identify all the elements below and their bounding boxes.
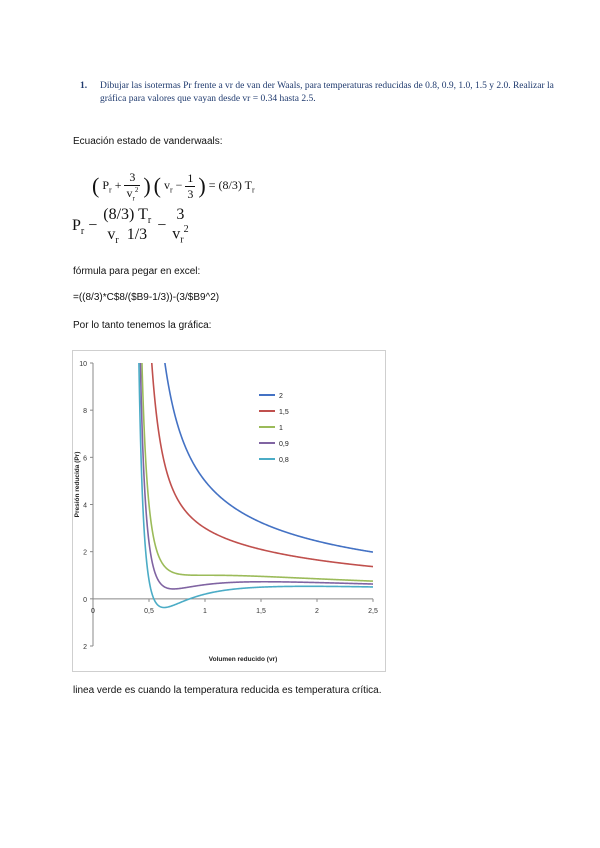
eq1-rparen: ): [143, 173, 151, 199]
eq1-v2: v: [163, 177, 170, 192]
eq1-frac2: [185, 171, 195, 202]
eq1-t-sub: r: [251, 185, 255, 195]
problem-text: Dibujar las isotermas Pr frente a vr de van der Waals, para temperaturas reducidas de 0.8, 0.9, 1.0, 1.5 y 2.0. Realizar la gráfica para valores que vayan desde vr = 0.34 hasta 2.5.: [100, 81, 554, 104]
excel-label: fórmula para pegar en excel:: [73, 266, 201, 277]
y-tick-label: 0: [83, 596, 87, 604]
eq2-v2-sq: 2: [183, 224, 189, 236]
vanderwaals-equation-2: [72, 206, 191, 246]
heading-vanderwaals: Ecuación estado de vanderwaals:: [73, 136, 223, 147]
eq2-v2: v: [172, 225, 181, 243]
eq1-lparen: (: [92, 173, 100, 199]
eq2-frac1: [101, 206, 153, 246]
x-tick-label: 0,5: [144, 607, 154, 615]
excel-formula: =((8/3)*C$8/($B9-1/3))-(3/$B9^2): [73, 292, 220, 303]
eq2-frac2: [170, 206, 190, 246]
eq1-lparen-2: (: [153, 173, 161, 199]
eq1-v-sub: r: [132, 194, 135, 203]
eq1-rparen-2: ): [198, 173, 206, 199]
eq2-frac2-num: 3: [176, 206, 185, 224]
legend-label: 1: [279, 425, 283, 432]
eq1-frac1-num: 3: [124, 170, 140, 186]
x-axis-label: Volumen reducido (vr): [208, 656, 278, 663]
eq2-p-sub: r: [80, 226, 85, 238]
eq2-v2-sub: r: [180, 234, 184, 246]
problem-number: 1.: [80, 81, 88, 91]
eq2-minus2: −: [157, 216, 167, 234]
conclusion-text: linea verde es cuando la temperatura reducida es temperatura crítica.: [73, 685, 382, 696]
eq2-v: v: [107, 226, 116, 244]
eq1-minus: −: [175, 177, 183, 192]
chart-container: [72, 350, 386, 672]
x-tick-label: 2: [315, 607, 319, 615]
legend-label: 2: [279, 393, 283, 400]
x-tick-label: 0: [91, 607, 95, 615]
eq2-frac2-den: [170, 224, 190, 246]
eq1-frac2-num: 1: [187, 170, 194, 185]
legend-label: 1,5: [279, 409, 289, 416]
eq2-t-sub: r: [147, 215, 152, 227]
eq2-frac1-den: [101, 226, 153, 246]
y-tick-label: 2: [83, 549, 87, 557]
eq2-p: P: [72, 216, 81, 234]
eq1-frac1-den: [124, 186, 140, 202]
vanderwaals-equation-1: [92, 170, 255, 202]
y-axis-label: Presión reducida (Pr): [74, 451, 81, 518]
isotherm-chart: [73, 351, 385, 671]
eq2-v-sub: r: [115, 235, 119, 247]
x-tick-label: 2,5: [368, 607, 378, 615]
y-tick-label: 4: [83, 502, 87, 510]
legend-label: 0,8: [279, 457, 289, 464]
eq1-p-sub: r: [109, 185, 112, 195]
x-tick-label: 1,5: [256, 607, 266, 615]
chart-legend: [259, 393, 289, 464]
eq2-num1: (8/3) T: [103, 206, 148, 223]
eq1-frac2-den: 3: [187, 186, 194, 201]
eq1-frac1: [124, 170, 140, 202]
y-tick-label: 6: [83, 455, 87, 463]
eq1-v2-sub: r: [169, 185, 173, 195]
y-tick-label: 8: [83, 408, 87, 416]
eq2-minus: −: [88, 216, 98, 234]
isotherm-2: [131, 351, 373, 552]
x-tick-label: 1: [203, 607, 207, 615]
eq2-third: 1/3: [126, 226, 148, 244]
eq1-p: P: [102, 177, 110, 192]
eq1-rhs: = (8/3) T: [208, 177, 252, 192]
eq1-v-sq: 2: [134, 186, 139, 194]
y-tick-label: 10: [79, 361, 87, 368]
chart-intro: Por lo tanto tenemos la gráfica:: [73, 320, 212, 331]
eq1-plus: +: [114, 177, 122, 192]
eq1-v: v: [126, 186, 133, 200]
eq2-frac1-num: [101, 206, 153, 226]
problem-statement: [80, 80, 580, 106]
chart-axes: [74, 361, 378, 663]
legend-label: 0,9: [279, 441, 289, 448]
y-tick-label: 2: [83, 644, 87, 651]
isotherm-0-9: [131, 351, 373, 589]
chart-series: [131, 351, 373, 608]
